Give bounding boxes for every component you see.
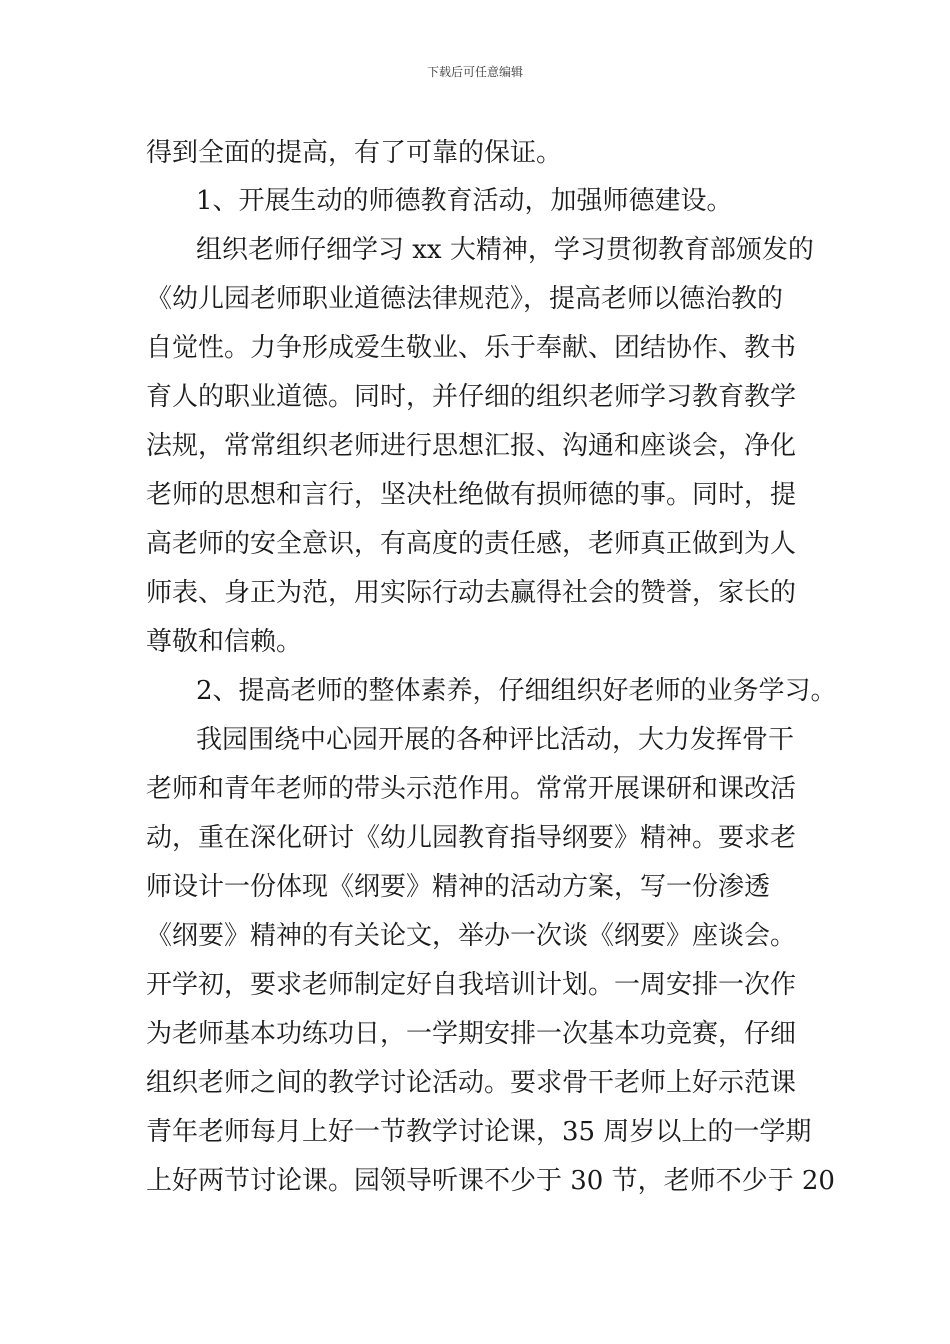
- text-line: 自觉性。力争形成爱生敬业、乐于奉献、团结协作、教书: [146, 333, 797, 363]
- text-line: 为老师基本功练功日，一学期安排一次基本功竞赛，仔细: [146, 1019, 797, 1049]
- text-line: 组织老师仔细学习 xx 大精神，学习贯彻教育部颁发的: [196, 235, 814, 265]
- text-line: 开学初，要求老师制定好自我培训计划。一周安排一次作: [146, 970, 797, 1000]
- text-line: 1、开展生动的师德教育活动，加强师德建设。: [196, 186, 733, 216]
- text-line: 老师的思想和言行，坚决杜绝做有损师德的事。同时，提: [146, 480, 797, 510]
- page-header: 下载后可任意编辑: [426, 65, 523, 79]
- text-line: 动，重在深化研讨《幼儿园教育指导纲要》精神。要求老: [146, 823, 797, 853]
- text-line: 组织老师之间的教学讨论活动。要求骨干老师上好示范课: [146, 1068, 797, 1098]
- text-line: 我园围绕中心园开展的各种评比活动，大力发挥骨干: [196, 725, 795, 755]
- text-line: 上好两节讨论课。园领导听课不少于 30 节，老师不少于 20: [146, 1166, 835, 1196]
- text-line: 师表、身正为范，用实际行动去赢得社会的赞誉，家长的: [146, 578, 797, 608]
- text-line: 得到全面的提高，有了可靠的保证。: [146, 138, 563, 168]
- text-line: 《幼儿园老师职业道德法律规范》，提高老师以德治教的: [146, 284, 784, 314]
- text-line: 师设计一份体现《纲要》精神的活动方案，写一份渗透: [146, 872, 771, 902]
- text-line: 法规，常常组织老师进行思想汇报、沟通和座谈会，净化: [146, 431, 797, 461]
- text-line: 2、提高老师的整体素养，仔细组织好老师的业务学习。: [196, 676, 837, 706]
- text-line: 《纲要》精神的有关论文，举办一次谈《纲要》座谈会。: [146, 921, 797, 951]
- text-line: 高老师的安全意识，有高度的责任感，老师真正做到为人: [146, 529, 797, 559]
- text-line: 老师和青年老师的带头示范作用。常常开展课研和课改活: [146, 774, 797, 804]
- text-line: 尊敬和信赖。: [146, 627, 303, 657]
- text-line: 青年老师每月上好一节教学讨论课，35 周岁以上的一学期: [146, 1117, 812, 1147]
- text-line: 育人的职业道德。同时，并仔细的组织老师学习教育教学: [146, 382, 797, 412]
